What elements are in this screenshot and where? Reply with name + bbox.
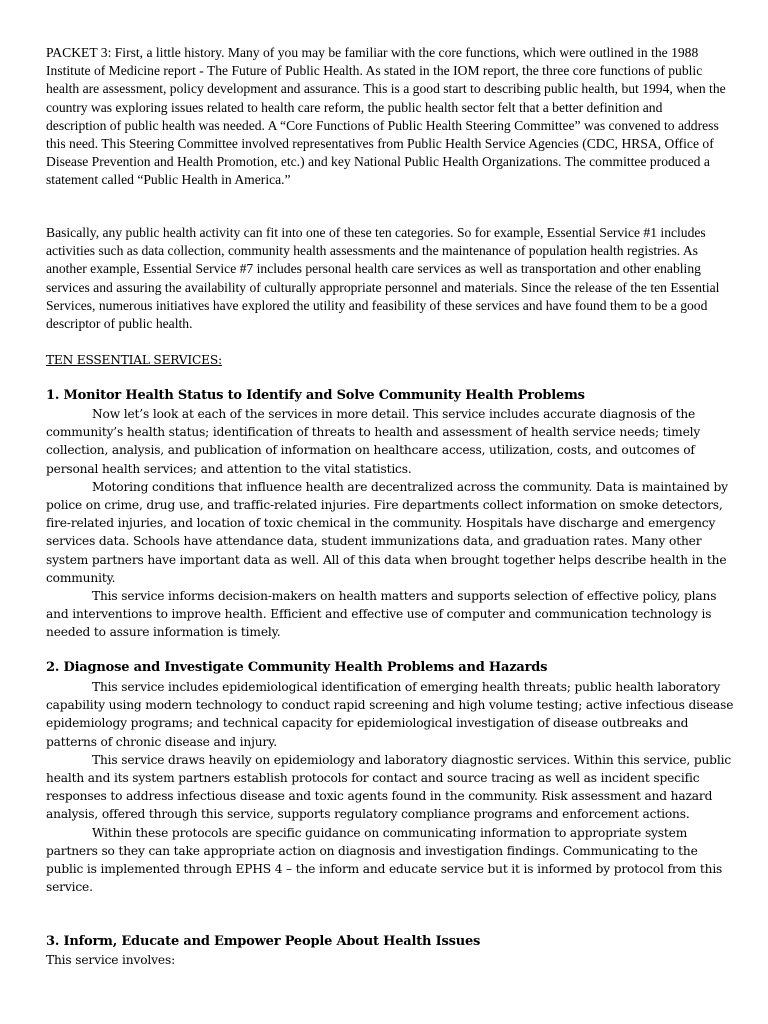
section-1-heading: 1. Monitor Health Status to Identify and Solve Community Health Problems [46,388,585,403]
section-3-body [46,951,736,969]
section-3-paragraph-1: This service involves: [46,953,176,967]
section-1-paragraph-3: This service informs decision-makers on health matters and supports selection of effective policy, plans and interventions to improve health. Efficient and effective use of computer and communication technology is needed to assure information is timely. [46,589,717,640]
section-1-body [46,405,736,642]
section-1-paragraph-1: Now let’s look at each of the services in more detail. This service includes accurate diagnosis of the community’s health status; identification of threats to health and assessment of health service needs; timely collection, analysis, and publication of information on healthcare access, utilization, costs, and outcomes of personal health services; and attention to the vital statistics. [46,407,701,476]
section-1-paragraph-2: Motoring conditions that influence health are decentralized across the community. Data is maintained by police on crime, drug use, and traffic-related injuries. Fire departments collect information on smoke detectors, fire-related injuries, and location of toxic chemical in the community. Hospitals have discharge and emergency services data. Schools have attendance data, student immunizations data, and graduation rates. Many other system partners have important data as well. All of this data when brought together helps describe health in the community. [46,479,728,585]
section-2-paragraph-2: This service draws heavily on epidemiology and laboratory diagnostic services. Within this service, public health and its system partners establish protocols for contact and source tracing as well as incident specific responses to address infectious disease and toxic agents found in the community. Risk assessment and hazard analysis, offered through this service, supports regulatory compliance programs and enforcement actions. [46,752,732,822]
section-2-paragraph-1: This service includes epidemiological identification of emerging health threats; public health laboratory capability using modern technology to conduct rapid screening and high volume testing; active infectious disease epidemiology programs; and technical capacity for epidemiological investigation of disease outbreaks and patterns of chronic disease and injury. [46,680,734,749]
section-2-heading: 2. Diagnose and Investigate Community Health Problems and Hazards [46,660,548,675]
intro-paragraph-1: PACKET 3: First, a little history. Many of you may be familiar with the core functions, which were outlined in the 1988 Institute of Medicine report - The Future of Public Health. As stated in the IOM report, the three core functions of public health are assessment, policy development and assurance. This is a good start to describing public health, but 1994, when the country was exploring issues related to health care reform, the public health sector felt that a better definition and description of public health was needed. A “Core Functions of Public Health Steering Committee” was convened to address this need. This Steering Committee involved representatives from Public Health Service Agencies (CDC, HRSA, Office of Disease Prevention and Health Promotion, etc.) and key National Public Health Organizations. The committee produced a statement called “Public Health in America.” [46,45,726,188]
section-2-body [46,678,736,896]
intro-paragraph-2: Basically, any public health activity can fit into one of these ten categories. So for example, Essential Service #1 includes activities such as data collection, community health assessments and the maintenance of population health registries. As another example, Essential Service #7 includes personal health care services as well as transportation and other enabling services and assuring the availability of culturally appropriate personnel and materials. Since the release of the ten Essential Services, numerous initiatives have explored the utility and feasibility of these services and have found them to be a good descriptor of public health. [46,225,720,332]
services-heading: TEN ESSENTIAL SERVICES: [46,353,222,367]
section-2-paragraph-3: Within these protocols are specific guidance on communicating information to appropriate system partners so they can take appropriate action on diagnosis and investigation findings. Communicating to the public is implemented through EPHS 4 – the inform and educate service but it is informed by protocol from this service. [46,825,723,895]
section-3-heading: 3. Inform, Educate and Empower People About Health Issues [46,934,481,949]
